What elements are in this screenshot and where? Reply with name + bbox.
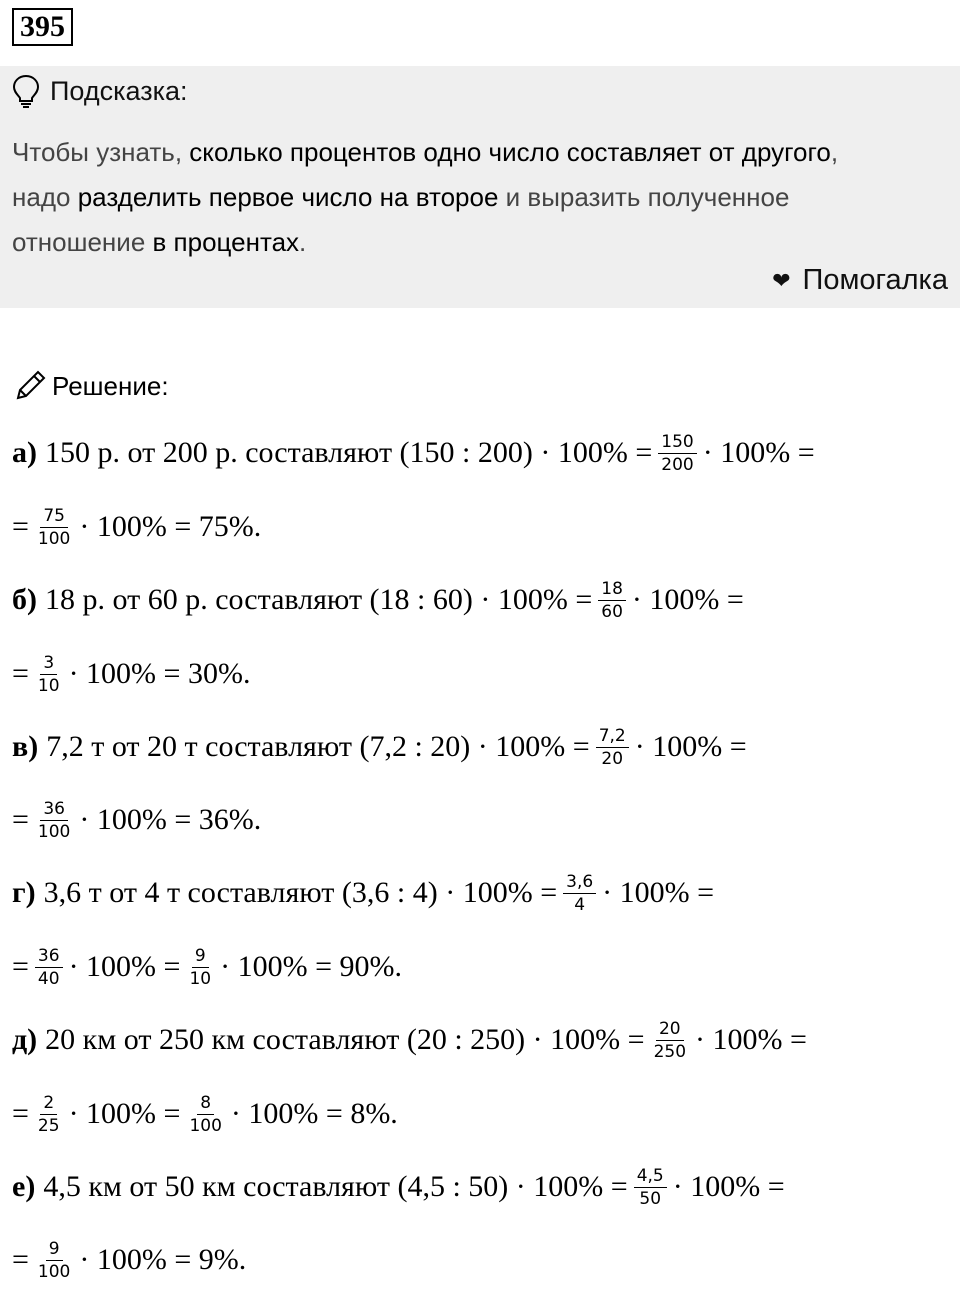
hint-p2: надо bbox=[12, 182, 78, 212]
fraction-denominator: 10 bbox=[189, 968, 212, 989]
pencil-icon bbox=[12, 368, 48, 404]
fraction-denominator: 4 bbox=[574, 894, 586, 915]
solution-line-a2 bbox=[12, 500, 261, 554]
fraction-denominator: 60 bbox=[601, 601, 623, 622]
fraction-numerator: 36 bbox=[40, 799, 68, 821]
hint-title: Подсказка: bbox=[50, 75, 188, 106]
line-tail: · 100% = bbox=[631, 583, 744, 616]
fraction bbox=[634, 1166, 667, 1209]
solution-line-b1 bbox=[12, 573, 744, 627]
solution-line-c2 bbox=[12, 793, 261, 847]
line-mid: · 100% = bbox=[68, 1097, 181, 1130]
fraction-denominator: 20 bbox=[601, 748, 624, 769]
fraction-denominator: 100 bbox=[189, 1115, 222, 1136]
solution-line-f2 bbox=[12, 1233, 246, 1287]
line-tail: · 100% = 9%. bbox=[79, 1243, 247, 1276]
hint-p3-bold: в процентах bbox=[152, 227, 300, 257]
fraction-numerator: 8 bbox=[197, 1093, 214, 1115]
hint-p2-bold: разделить первое число на второе bbox=[77, 182, 499, 212]
fraction bbox=[35, 946, 63, 989]
task-number: 395 bbox=[12, 8, 73, 46]
solution-line-c1 bbox=[12, 720, 747, 774]
fraction-numerator: 4,5 bbox=[634, 1166, 667, 1188]
hint-p2-end: и выразить полученное bbox=[498, 182, 790, 212]
solution-line-e1 bbox=[12, 1013, 807, 1067]
fraction bbox=[35, 799, 73, 842]
fraction bbox=[563, 872, 596, 915]
hint-p1-bold: сколько процентов одно число составляет от другого bbox=[189, 137, 831, 167]
fraction bbox=[186, 946, 214, 989]
hint-p3-end: . bbox=[299, 227, 307, 257]
hint-p1-end: , bbox=[830, 137, 839, 167]
line-tail: · 100% = 30%. bbox=[68, 657, 251, 690]
fraction-numerator: 18 bbox=[598, 579, 626, 601]
line-tail: · 100% = bbox=[702, 436, 815, 469]
fraction bbox=[598, 579, 626, 622]
line-lead: = bbox=[12, 803, 29, 836]
line-tail: · 100% = 8%. bbox=[230, 1097, 398, 1130]
fraction bbox=[35, 1239, 73, 1282]
hint-box bbox=[0, 66, 960, 308]
brand-name: Помогалка bbox=[802, 264, 948, 296]
fraction-numerator: 7,2 bbox=[596, 726, 629, 748]
fraction bbox=[35, 653, 63, 696]
line-tail: · 100% = 90%. bbox=[220, 950, 402, 983]
fraction-numerator: 3,6 bbox=[563, 872, 596, 894]
line-tail: · 100% = 75%. bbox=[79, 510, 262, 543]
item-label: г) bbox=[12, 876, 36, 909]
hint-p3: отношение bbox=[12, 227, 153, 257]
line-text: 3,6 т от 4 т составляют (3,6 : 4) · 100% = bbox=[43, 876, 558, 909]
item-label: а) bbox=[12, 436, 37, 469]
fraction-numerator: 9 bbox=[46, 1239, 63, 1261]
solution-line-f1 bbox=[12, 1160, 785, 1214]
item-label: д) bbox=[12, 1023, 38, 1056]
line-tail: · 100% = bbox=[602, 876, 715, 909]
solution-line-d2 bbox=[12, 940, 402, 994]
brand-link[interactable] bbox=[772, 264, 948, 297]
fraction bbox=[658, 432, 696, 475]
solution-line-b2 bbox=[12, 647, 250, 701]
item-label: б) bbox=[12, 583, 37, 616]
hint-text bbox=[12, 130, 947, 265]
fraction bbox=[596, 726, 629, 769]
line-text: 150 р. от 200 р. составляют (150 : 200) · 100% = bbox=[45, 436, 653, 469]
fraction-denominator: 100 bbox=[37, 821, 71, 842]
fraction bbox=[35, 506, 73, 549]
fraction bbox=[35, 1093, 63, 1136]
heart-icon: ❤ bbox=[772, 267, 791, 293]
fraction-numerator: 150 bbox=[658, 432, 696, 454]
solution-line-d1 bbox=[12, 866, 714, 920]
fraction-numerator: 9 bbox=[192, 946, 209, 968]
line-mid: · 100% = bbox=[68, 950, 181, 983]
fraction-denominator: 200 bbox=[661, 454, 694, 475]
fraction-denominator: 100 bbox=[37, 1261, 71, 1282]
item-label: в) bbox=[12, 730, 39, 763]
fraction bbox=[186, 1093, 224, 1136]
solution-title: Решение: bbox=[52, 370, 169, 401]
solution-line-a1 bbox=[12, 426, 815, 480]
fraction bbox=[651, 1019, 689, 1062]
hint-header bbox=[12, 74, 188, 108]
fraction-denominator: 40 bbox=[37, 968, 60, 989]
line-tail: · 100% = bbox=[695, 1023, 807, 1056]
line-tail: · 100% = bbox=[634, 730, 747, 763]
fraction-numerator: 2 bbox=[40, 1093, 57, 1115]
item-label: е) bbox=[12, 1170, 36, 1203]
line-text: 4,5 км от 50 км составляют (4,5 : 50) · 100% = bbox=[43, 1170, 628, 1203]
line-tail: · 100% = 36%. bbox=[79, 803, 262, 836]
solution-header bbox=[12, 368, 169, 404]
hint-p1: Чтобы узнать, bbox=[12, 137, 190, 167]
line-lead: = bbox=[12, 1243, 29, 1276]
solution-line-e2 bbox=[12, 1087, 398, 1141]
line-text: 20 км от 250 км составляют (20 : 250) · 100% = bbox=[45, 1023, 645, 1056]
fraction-denominator: 250 bbox=[653, 1041, 687, 1062]
fraction-denominator: 10 bbox=[37, 675, 60, 696]
fraction-numerator: 20 bbox=[656, 1019, 684, 1041]
line-lead: = bbox=[12, 950, 29, 983]
fraction-denominator: 50 bbox=[639, 1188, 662, 1209]
fraction-numerator: 3 bbox=[40, 653, 57, 675]
fraction-denominator: 100 bbox=[37, 528, 71, 549]
fraction-denominator: 25 bbox=[37, 1115, 60, 1136]
fraction-numerator: 75 bbox=[40, 506, 68, 528]
fraction-numerator: 36 bbox=[35, 946, 63, 968]
lightbulb-icon bbox=[12, 74, 40, 108]
line-lead: = bbox=[12, 1097, 29, 1130]
line-lead: = bbox=[12, 657, 29, 690]
line-lead: = bbox=[12, 510, 29, 543]
line-tail: · 100% = bbox=[672, 1170, 785, 1203]
line-text: 7,2 т от 20 т составляют (7,2 : 20) · 100% = bbox=[46, 730, 590, 763]
line-text: 18 р. от 60 р. составляют (18 : 60) · 100% = bbox=[45, 583, 593, 616]
